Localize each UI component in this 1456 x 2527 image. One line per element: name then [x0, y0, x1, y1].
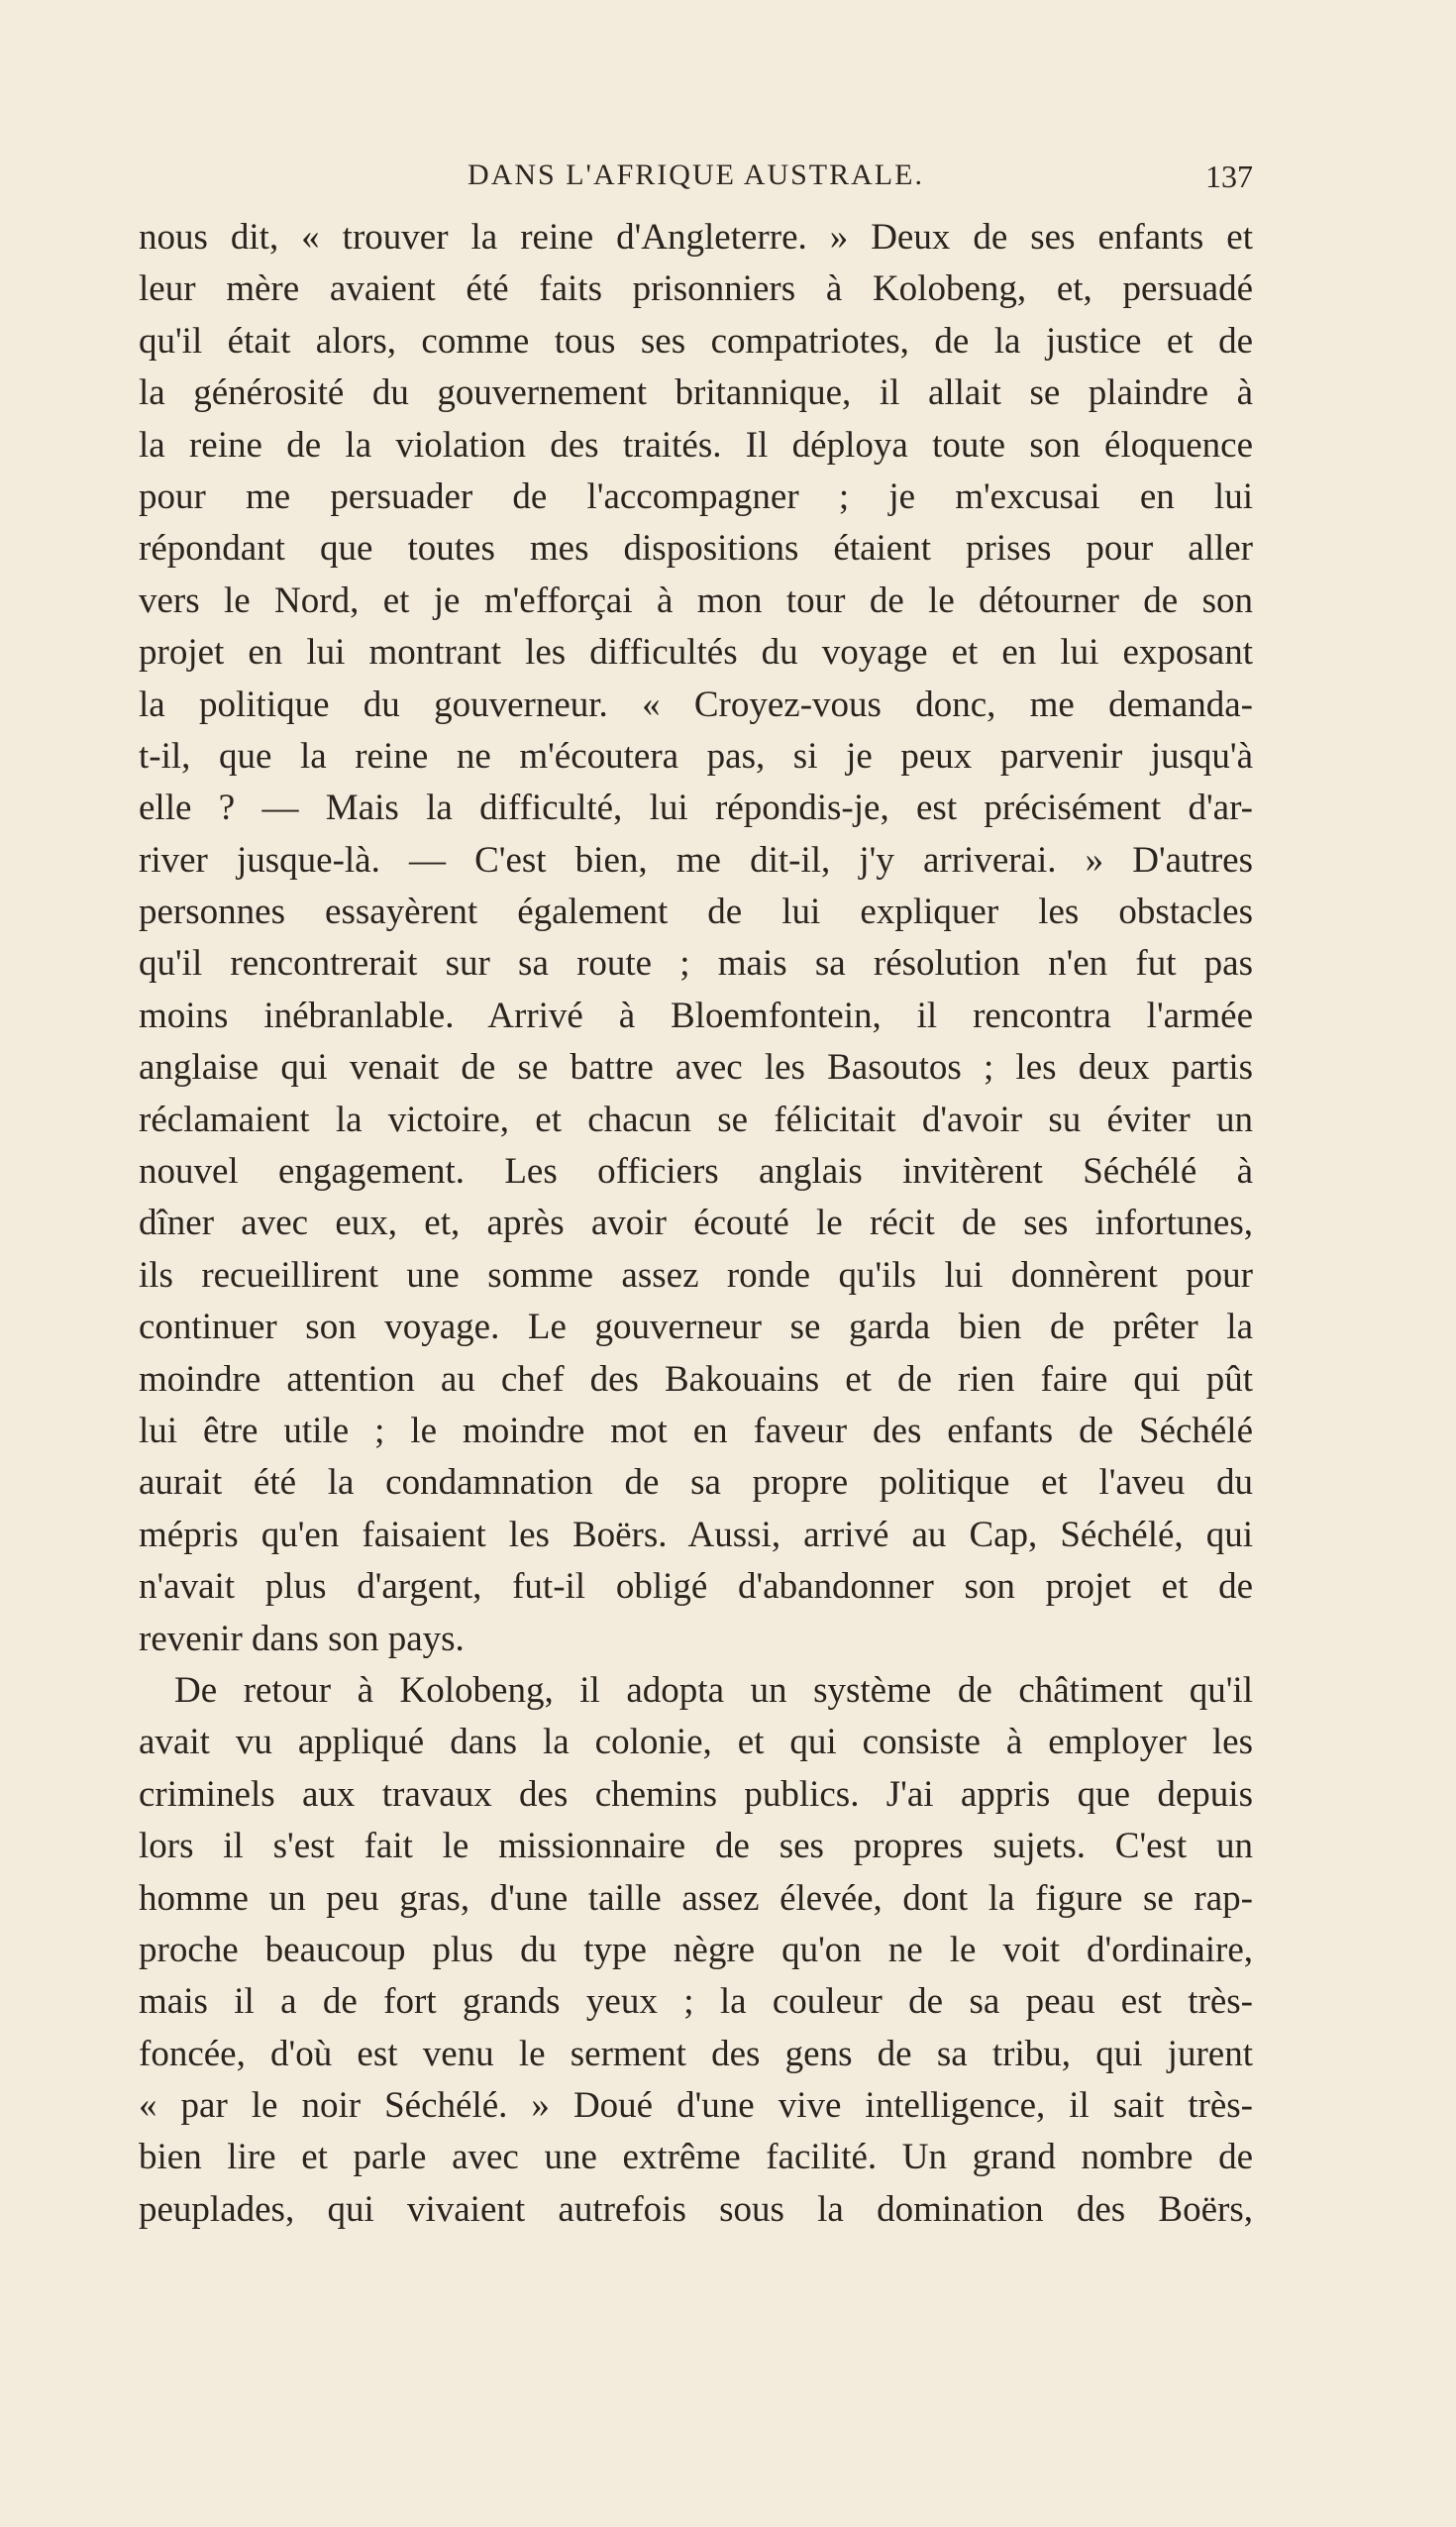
text-line: nouvel engagement. Les officiers anglais invitèrent Séchélé à [139, 1151, 1253, 1193]
text-line: bien lire et parle avec une extrême facilité. Un grand nombre de [139, 2137, 1253, 2178]
text-line: vers le Nord, et je m'efforçai à mon tour de le détourner de son [139, 579, 1253, 621]
text-line: n'avait plus d'argent, fut-il obligé d'abandonner son projet et de [139, 1566, 1253, 1608]
text-line: qu'il rencontrerait sur sa route ; mais sa résolution n'en fut pas [139, 943, 1253, 985]
text-line: dîner avec eux, et, après avoir écouté le récit de ses infortunes, [139, 1203, 1253, 1244]
text-line: anglaise qui venait de se battre avec les Basoutos ; les deux partis [139, 1047, 1253, 1089]
paragraph-end-line: revenir dans son pays. [139, 1618, 465, 1659]
text-line: ils recueillirent une somme assez ronde qu'ils lui donnèrent pour [139, 1254, 1253, 1296]
text-line: elle ? — Mais la difficulté, lui répondis-je, est précisément d'ar- [139, 788, 1253, 829]
text-line: foncée, d'où est venu le serment des gens de sa tribu, qui jurent [139, 2033, 1253, 2074]
text-line: répondant que toutes mes dispositions étaient prises pour aller [139, 528, 1253, 570]
paragraph-start-line: De retour à Kolobeng, il adopta un système de châtiment qu'il [174, 1669, 1253, 1711]
text-line: homme un peu gras, d'une taille assez élevée, dont la figure se rap- [139, 1877, 1253, 1919]
text-line: proche beaucoup plus du type nègre qu'on ne le voit d'ordinaire, [139, 1929, 1253, 1970]
text-line: river jusque-là. — C'est bien, me dit-il, j'y arriverai. » D'autres [139, 839, 1253, 881]
text-line: avait vu appliqué dans la colonie, et qui consiste à employer les [139, 1722, 1253, 1763]
text-line: criminels aux travaux des chemins publics. J'ai appris que depuis [139, 1773, 1253, 1815]
text-line: lui être utile ; le moindre mot en faveur des enfants de Séchélé [139, 1410, 1253, 1451]
text-line: peuplades, qui vivaient autrefois sous la domination des Boërs, [139, 2188, 1253, 2230]
text-line: t-il, que la reine ne m'écoutera pas, si je peux parvenir jusqu'à [139, 735, 1253, 777]
text-line: mépris qu'en faisaient les Boërs. Aussi, arrivé au Cap, Séchélé, qui [139, 1514, 1253, 1555]
text-line: réclamaient la victoire, et chacun se félicitait d'avoir su éviter un [139, 1099, 1253, 1140]
running-head [139, 158, 1253, 198]
text-line: la politique du gouverneur. « Croyez-vous donc, me demanda- [139, 684, 1253, 725]
page-number: 137 [1205, 158, 1253, 194]
body-text [139, 212, 1253, 2236]
text-line: lors il s'est fait le missionnaire de ses propres sujets. C'est un [139, 1826, 1253, 1867]
text-line: pour me persuader de l'accompagner ; je m'excusai en lui [139, 475, 1253, 517]
text-line: nous dit, « trouver la reine d'Angleterre. » Deux de ses enfants et [139, 217, 1253, 258]
running-title: DANS L'AFRIQUE AUSTRALE. [468, 158, 924, 191]
text-line: « par le noir Séchélé. » Doué d'une vive intelligence, il sait très- [139, 2085, 1253, 2127]
text-line: projet en lui montrant les difficultés du voyage et en lui exposant [139, 632, 1253, 674]
text-line: moindre attention au chef des Bakouains et de rien faire qui pût [139, 1358, 1253, 1400]
text-line: leur mère avaient été faits prisonniers à Kolobeng, et, persuadé [139, 268, 1253, 310]
text-line: mais il a de fort grands yeux ; la couleur de sa peau est très- [139, 1981, 1253, 2023]
text-line: la générosité du gouvernement britannique, il allait se plaindre à [139, 372, 1253, 414]
text-line: continuer son voyage. Le gouverneur se garda bien de prêter la [139, 1307, 1253, 1348]
text-line: personnes essayèrent également de lui expliquer les obstacles [139, 892, 1253, 933]
text-line: la reine de la violation des traités. Il déploya toute son éloquence [139, 424, 1253, 466]
text-line: moins inébranlable. Arrivé à Bloemfontein, il rencontra l'armée [139, 995, 1253, 1036]
text-line: aurait été la condamnation de sa propre politique et l'aveu du [139, 1462, 1253, 1504]
text-line: qu'il était alors, comme tous ses compatriotes, de la justice et de [139, 320, 1253, 362]
